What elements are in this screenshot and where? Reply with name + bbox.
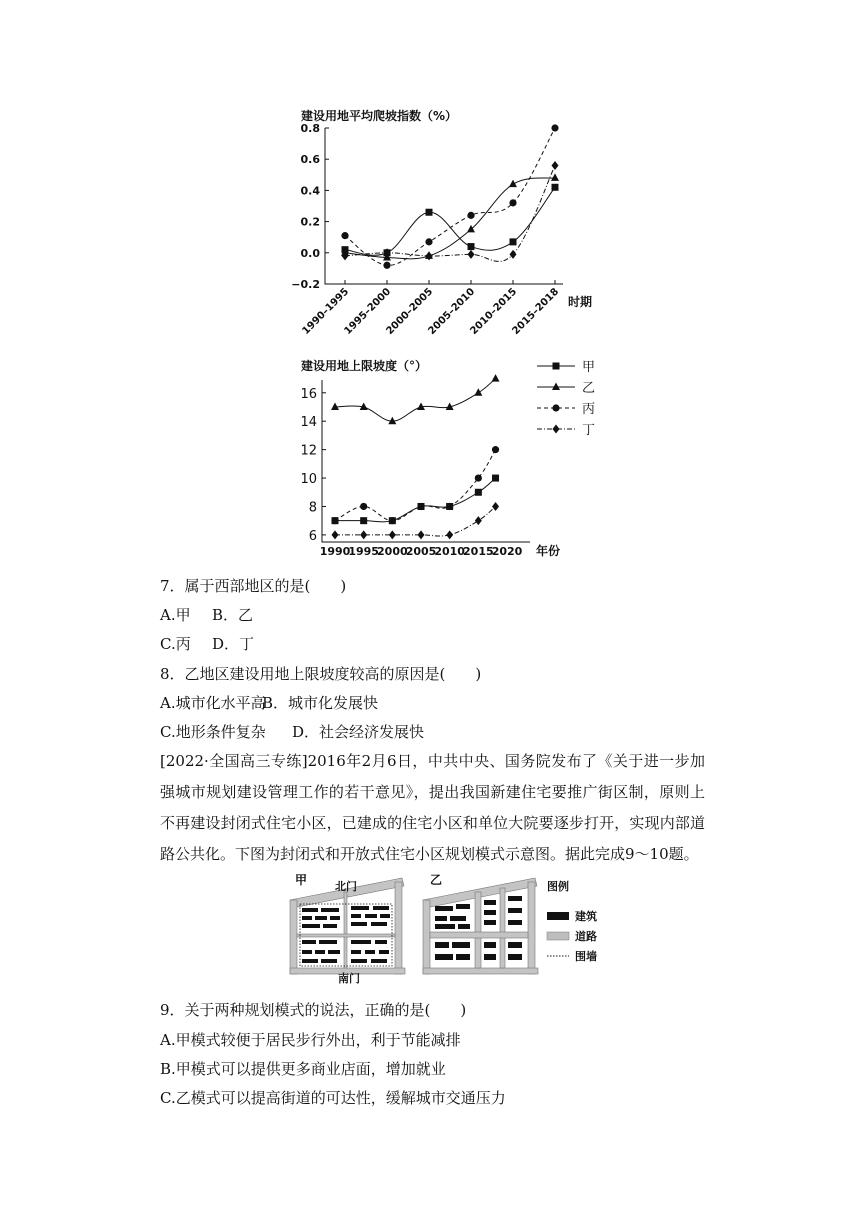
chart2-xtick: 1995 [348, 545, 379, 558]
building [302, 916, 312, 920]
chart1-ytick: 0.6 [300, 153, 320, 167]
building [380, 914, 390, 918]
building [351, 922, 367, 926]
chart2-point [360, 530, 367, 539]
building [484, 900, 496, 905]
chart1-series-line [345, 128, 555, 265]
building [315, 950, 325, 954]
building [328, 950, 340, 954]
chart1-series-line [345, 178, 555, 259]
road [344, 892, 347, 968]
legend-label: 甲 [582, 360, 596, 375]
question-8-options-row2 [160, 722, 424, 742]
chart2-xtick: 2020 [491, 545, 523, 558]
q7-option-a: A.甲 [160, 606, 191, 624]
chart2-xlabel: 年份 [536, 544, 561, 558]
q7-option-b: B．乙 [212, 606, 254, 624]
building [450, 916, 466, 921]
building [351, 959, 367, 963]
question-7-options-row2 [160, 634, 254, 654]
chart2-point [389, 530, 396, 539]
question-8-options-row1 [160, 693, 378, 713]
chart1-xtick: 2000–2005 [384, 286, 436, 338]
chart2-point [331, 517, 338, 524]
chart2-point [474, 388, 482, 396]
chart2-point [492, 475, 499, 482]
legend-label: 乙 [582, 381, 596, 396]
chart2-ytick: 12 [300, 443, 317, 459]
building [371, 922, 387, 926]
q7-option-d: D．丁 [212, 635, 255, 653]
chart1-point [426, 251, 433, 260]
chart1-point [341, 232, 348, 239]
chart2-ytick: 14 [300, 415, 317, 431]
chart2-xtick: 1990 [319, 545, 351, 558]
building [371, 959, 387, 963]
chart2-point [360, 517, 367, 524]
chart2-legend [537, 360, 595, 438]
chart1-point [552, 161, 559, 170]
chart-upper-slope-limit [285, 352, 615, 564]
building [484, 910, 496, 915]
chart1-point [509, 180, 517, 188]
chart1-point [468, 243, 475, 250]
chart1-xtick: 2010–2015 [468, 286, 520, 338]
legend-marker [552, 404, 559, 411]
q8-option-d: D．社会经济发展快 [292, 723, 425, 741]
building [351, 950, 361, 954]
chart2-series-line [335, 450, 496, 521]
building [351, 914, 361, 918]
building [435, 924, 455, 929]
chart1-ytick: −0.2 [291, 278, 320, 291]
chart2-point [331, 403, 339, 411]
building [484, 920, 496, 925]
passage-9-10: [2022·全国高三专练]2016年2月6日，中共中央、国务院发布了《关于进一步加强城市规划建设管理工作的若干意见》，提出我国新建住宅要推广街区制，原则上不再建设封闭式住宅小区，已建成的住宅小区和单位大院要逐步打开，实现内部道路公共化。下图为封闭式和开放式住宅小区规划模式示意图。据此完成9～10题。 [160, 752, 705, 863]
road [430, 932, 528, 938]
chart2-point [332, 530, 339, 539]
plan-open-mode [423, 878, 538, 974]
chart2-ylabel: 建设用地上限坡度（°） [301, 359, 428, 373]
chart2-xtick: 2005 [405, 545, 437, 558]
chart2-xtick: 2010 [434, 545, 465, 558]
building [379, 950, 389, 954]
question-9: 9．关于两种规划模式的说法，正确的是( ) [160, 1001, 467, 1019]
q8-option-a: A.城市化水平高 [160, 694, 266, 712]
chart2-point [475, 489, 482, 496]
chart1-point [467, 225, 475, 233]
legend-road-swatch [547, 932, 569, 940]
chart2-point [446, 530, 453, 539]
chart1-point [509, 199, 516, 206]
road [423, 900, 430, 974]
chart2-series-line [335, 379, 496, 422]
chart2-ytick: 8 [308, 500, 317, 516]
chart1-ytick: 0.0 [300, 246, 320, 260]
road [395, 882, 402, 974]
legend-marker [553, 425, 560, 434]
legend-marker [552, 383, 560, 391]
legend-marker [553, 363, 560, 370]
chart2-series-line [335, 506, 496, 536]
chart-slope-climbing-index [285, 100, 615, 345]
chart1-ylabel: 建设用地平均爬坡指数（%） [301, 109, 458, 123]
chart1-xtick: 1995–2000 [342, 286, 394, 338]
q7-option-c: C.丙 [160, 635, 191, 653]
chart1-xtick: 1990–1995 [300, 286, 352, 338]
road [297, 934, 395, 937]
building [508, 920, 522, 925]
q8-option-c: C.地形条件复杂 [160, 723, 266, 741]
chart2-xtick: 2015 [463, 545, 494, 558]
chart1-point [551, 124, 558, 131]
legend-label: 丙 [582, 402, 596, 417]
chart1-axes [325, 128, 563, 284]
question-7: 7．属于西部地区的是( ) [160, 577, 347, 595]
chart1-point [425, 238, 432, 245]
chart1-xlabel: 时期 [568, 295, 593, 309]
question-8: 8．乙地区建设用地上限坡度较高的原因是( ) [160, 665, 482, 683]
chart2-ytick: 10 [300, 472, 317, 488]
building [373, 906, 389, 910]
building [302, 950, 312, 954]
building [435, 916, 447, 921]
road [475, 892, 481, 968]
building [435, 954, 453, 960]
chart2-point [418, 530, 425, 539]
plan-south-gate: 南门 [338, 972, 360, 985]
chart2-point [475, 516, 482, 525]
chart1-point [552, 184, 559, 191]
chart2-point [417, 503, 424, 510]
chart1-ytick: 0.2 [300, 215, 320, 229]
building [302, 940, 316, 944]
chart2-axes [322, 380, 530, 542]
chart2-point [360, 503, 367, 510]
chart2-ytick: 6 [308, 528, 317, 544]
building [365, 914, 377, 918]
road [423, 968, 538, 974]
chart1-point [426, 209, 433, 216]
chart2-point [492, 502, 499, 511]
building [508, 908, 522, 913]
building [321, 908, 339, 912]
chart1-point [468, 250, 475, 259]
question-7-options-row1 [160, 605, 253, 625]
q9-option-b: B.甲模式可以提供更多商业店面，增加就业 [160, 1060, 446, 1078]
chart1-point [383, 262, 390, 269]
building [302, 924, 320, 928]
building [351, 940, 371, 944]
road [500, 888, 505, 968]
building [456, 954, 470, 960]
building [484, 954, 496, 960]
plan-north-gate: 北门 [335, 880, 357, 893]
building [302, 908, 318, 912]
legend-building-swatch [547, 912, 569, 920]
legend-road-label: 道路 [575, 930, 597, 943]
road [528, 882, 535, 974]
building [321, 959, 337, 963]
chart2-ytick: 16 [300, 386, 317, 402]
building [351, 906, 369, 910]
plan-label-yi: 乙 [430, 873, 443, 887]
chart1-xtick: 2015–2018 [510, 286, 562, 338]
building [319, 940, 337, 944]
residential-planning-diagram [285, 870, 635, 985]
chart2-series-line [335, 478, 496, 522]
building [302, 959, 318, 963]
q9-option-c: C.乙模式可以提高街道的可达性，缓解城市交通压力 [160, 1089, 506, 1107]
building [323, 924, 337, 928]
legend-wall-label: 围墙 [575, 950, 597, 963]
building [435, 906, 453, 911]
building [484, 942, 496, 948]
building [435, 942, 449, 948]
chart1-xtick: 2005–2010 [426, 286, 478, 338]
building [456, 904, 470, 909]
chart1-ytick: 0.8 [300, 122, 320, 135]
chart2-point [492, 446, 499, 453]
chart1-point [467, 212, 474, 219]
building [315, 916, 327, 920]
chart2-xtick: 2000 [377, 545, 408, 558]
building [508, 942, 522, 948]
road [290, 900, 297, 974]
legend-building-label: 建筑 [575, 910, 597, 923]
building [365, 950, 375, 954]
plan-legend-title: 图例 [547, 880, 569, 893]
plan-label-jia: 甲 [295, 873, 308, 887]
chart1-point [510, 250, 517, 259]
building [508, 954, 522, 960]
chart1-ytick: 0.4 [300, 184, 320, 198]
building [452, 942, 470, 948]
chart1-point [510, 238, 517, 245]
legend-label: 丁 [582, 423, 596, 438]
chart2-point [389, 517, 396, 524]
chart2-point [475, 474, 482, 481]
chart2-point [446, 503, 453, 510]
chart2-point [492, 374, 500, 382]
chart1-point [551, 173, 559, 181]
building [508, 896, 522, 901]
q8-option-b: B．城市化发展快 [262, 694, 379, 712]
q9-option-a: A.甲模式较便于居民步行外出，利于节能减排 [160, 1031, 461, 1049]
building [375, 940, 387, 944]
building [458, 924, 470, 929]
building [330, 916, 340, 920]
